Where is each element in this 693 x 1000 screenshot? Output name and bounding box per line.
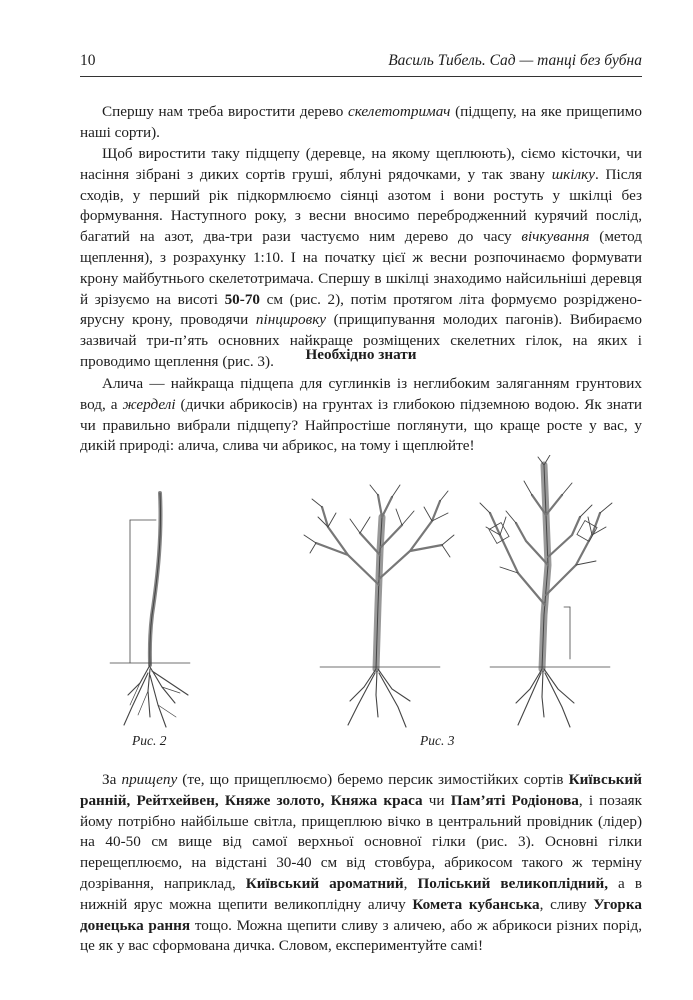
- paragraph-scion: За прищепу (те, що прищеплюємо) беремо персик зимостійких сортів Київський ранній, Рейтхейвен, Княже золото, Княжа краса чи Пам’яті Родіонова, і позаяк йому потрібно найбільше світла, прищеплюю вічко в центральний провідник (лідер) на 40-50 см вище від самої верхньої основної гілки (рис. 3). Основні гілки перещеплюємо, на відстані 30-40 см від стовбура, абрикосом такого ж терміну дозрівання, наприклад, Київський ароматний, Поліський великоплідний, а в нижній ярус можна щепити великоплідну аличу Комета кубанська, сливу Угорка донецька рання тощо. Можна щепити сливу з аличею, або ж абрикоси різних порід, це як у вас сформована дичка. Словом, експериментуйте самі!: [80, 771, 642, 955]
- figure-3-caption: Рис. 3: [420, 733, 455, 748]
- figures-area: [80, 455, 642, 755]
- paragraph-intro: Спершу нам треба виростити дерево скелетотримач (підщепу, на яке прищепимо наші сорти).: [80, 103, 642, 141]
- paragraph-need-to-know: Алича — найкраща підщепа для суглинків із неглибоким заляганням грунтових вод, а жерделі (дички абрикосів) на грунтах із глибокою підземною водою. Як знати чи правильно вибрали підщепу? Найпростіше поглянути, що краще росте у вас, у дикій природі: алича, слива чи абрикос, на тому і щеплюйте!: [80, 375, 643, 455]
- figure-2-caption: Рис. 2: [132, 733, 167, 748]
- page-number: 10: [80, 52, 96, 69]
- section-title: Необхідно знати: [305, 346, 417, 363]
- paragraph-rootstock: Щоб виростити таку підщепу (деревце, на якому щеплюють), сіємо кісточки, чи насіння зібрані з диких сортів груші, яблуні рядочками, у так звану шкілку. Після сходів, у перший рік підкормлюємо сіянці азотом і вони ростуть у шкілці без формування. Наступного року, з весни вносимо перебродженний курячий послід, багатий на азот, два-три рази частуємо ним дерево до часу вічкування (метод щеплення), з розрахунку 1:10. І на початку цієї ж весни розпочинаємо формувати крону майбутнього скелетотримача. Спершу в шкілці знаходимо найсильніші деревця й зрізуємо на висоті 50-70 см (рис. 2), потім протягом літа формуємо розріджено-ярусну крону, проводячи пінцировку (прищипування молодих пагонів). Вибираємо зазвичай три-п’ять основних найкраще розміщених скелетних гілок, на яких і проводимо щеплення (рис. 3).: [80, 145, 643, 370]
- figure-3-grafted-tree: [480, 455, 612, 727]
- figure-2-sapling: [110, 493, 190, 727]
- figure-3-pruned-tree: [304, 485, 454, 727]
- page-header: [80, 52, 642, 77]
- running-title: Василь Тибель. Сад — танці без бубна: [388, 52, 642, 69]
- tree-illustrations: [80, 455, 642, 755]
